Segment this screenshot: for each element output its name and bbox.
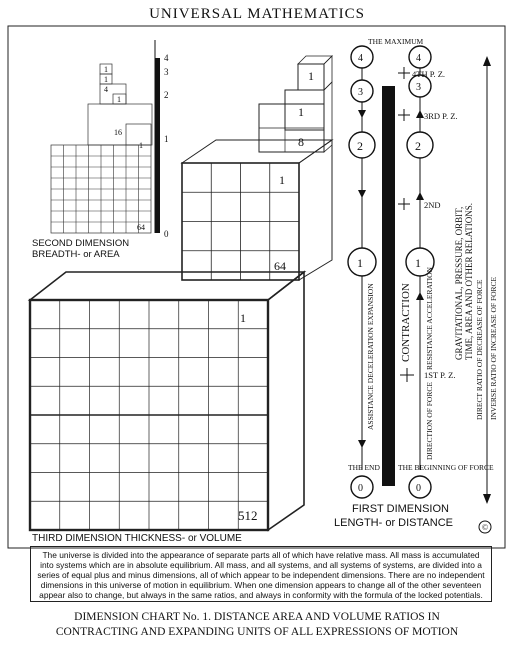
area-number: 1 <box>139 141 143 150</box>
resistance-label: RESISTANCE ACCELERATION <box>425 267 434 370</box>
third-dimension-numbers <box>238 69 314 523</box>
far-right-label: TIME, AREA AND OTHER RELATIONS. <box>464 203 474 360</box>
scale-tick: 1 <box>164 134 169 144</box>
third-dimension-label: THIRD DIMENSION THICKNESS- or VOLUME <box>32 533 242 544</box>
contraction-label: CONTRACTION <box>400 283 412 362</box>
the-end-label: THE END <box>348 463 380 472</box>
area-number: 16 <box>114 128 122 137</box>
left-vertical-label: ASSISTANCE DECELERATION EXPANSION <box>366 283 375 430</box>
area-number: 4 <box>104 85 108 94</box>
volume-number: 1 <box>240 311 246 325</box>
scale-tick: 4 <box>164 53 169 63</box>
far-right-label: INVERSE RATIO OF INCREASE OF FORCE <box>489 276 498 420</box>
second-dimension-numbers <box>104 65 145 232</box>
second-dimension-sublabel: BREADTH- or AREA <box>32 249 120 260</box>
volume-number: 8 <box>298 135 304 149</box>
left-circle-value: 4 <box>358 53 363 64</box>
second-dimension-grid <box>51 64 152 233</box>
second-dimension-label: SECOND DIMENSION <box>32 238 130 249</box>
pz-label: 4TH P. Z. <box>412 69 446 79</box>
pz-label: 1ST P. Z. <box>424 370 456 380</box>
first-dimension-sublabel: LENGTH- or DISTANCE <box>334 517 453 529</box>
explanation-box: The universe is divided into the appearance of separate parts all of which have relative mass. All mass is accumulated into systems which are in absolute equilibrium. All mass, and all systems, and all systems of systems, are divided into a series of equal plus and minus dimensions, all of which appear to be independent dimensions. There are no independent dimensions in this universe of motion in equilibrium. When one dimension appears to change all of the other seventeen appear also to change, but always in the same ratios, and always in conformity with the formula of the locked potentials. <box>30 546 492 602</box>
area-scale-ticks <box>164 53 169 239</box>
caption-line: DIMENSION CHART No. 1. DISTANCE AREA AND VOLUME RATIOS IN <box>74 611 440 623</box>
area-number: 1 <box>104 65 108 74</box>
first-dimension-label: FIRST DIMENSION <box>352 503 449 515</box>
left-circle-value: 3 <box>358 87 363 98</box>
right-circle-value: 3 <box>416 82 421 93</box>
left-circle-value: 2 <box>357 139 363 153</box>
third-dimension-cubes <box>30 56 332 530</box>
left-circle-value: 0 <box>358 483 363 494</box>
figure-caption <box>20 610 494 640</box>
volume-number: 1 <box>298 105 304 119</box>
right-circle-value: 1 <box>415 256 421 270</box>
caption-line: CONTRACTING AND EXPANDING UNITS OF ALL EXPRESSIONS OF MOTION <box>55 626 459 638</box>
scale-tick: 3 <box>164 67 169 77</box>
area-number: 1 <box>104 75 108 84</box>
volume-number: 512 <box>238 508 258 523</box>
far-right-label: GRAVITATIONAL, PRESSURE, ORBIT, <box>454 206 464 360</box>
scale-tick: 2 <box>164 90 169 100</box>
volume-number: 1 <box>279 173 285 187</box>
right-circle-value: 2 <box>415 139 421 153</box>
copyright-icon: © <box>482 523 489 532</box>
right-circle-value: 0 <box>416 483 421 494</box>
maximum-label: THE MAXIMUM <box>368 37 424 46</box>
right-circle-value: 4 <box>416 53 421 64</box>
area-number: 64 <box>137 223 145 232</box>
scale-tick: 0 <box>164 229 169 239</box>
far-right-label: DIRECT RATIO OF DECREASE OF FORCE <box>475 279 484 420</box>
pz-label: 3RD P. Z. <box>424 111 458 121</box>
area-scale-bar <box>155 58 160 233</box>
area-number: 1 <box>117 95 121 104</box>
direction-label: DIRECTION OF FORCE <box>425 382 434 460</box>
volume-number: 64 <box>274 259 286 273</box>
page-title: UNIVERSAL MATHEMATICS <box>149 6 365 22</box>
volume-number: 1 <box>308 69 314 83</box>
beginning-label: THE BEGINNING OF FORCE <box>398 463 494 472</box>
left-circle-value: 1 <box>357 256 363 270</box>
contraction-bar <box>382 86 395 486</box>
pz-label: 2ND <box>424 200 441 210</box>
